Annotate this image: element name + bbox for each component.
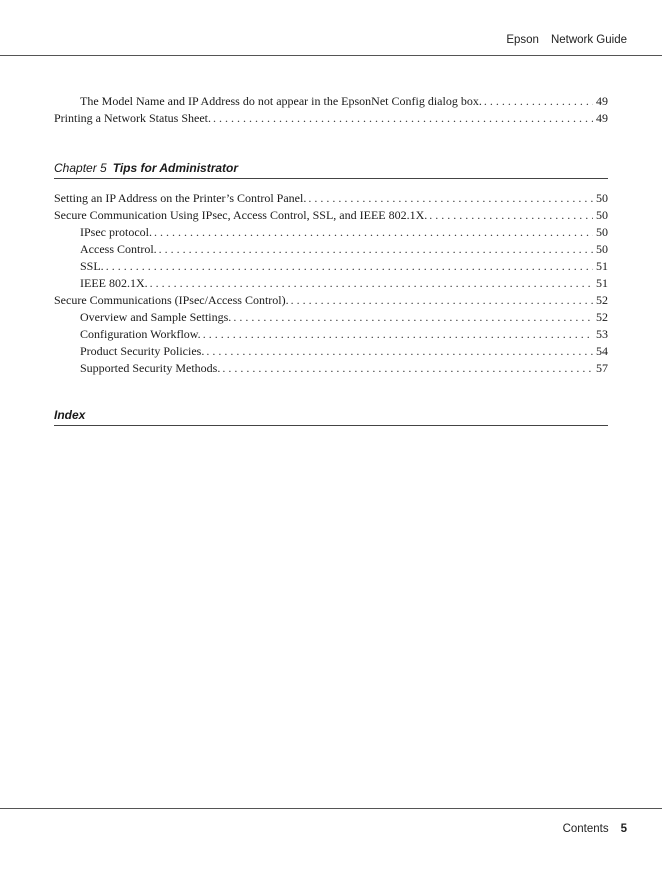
toc-leader-dots	[157, 241, 593, 258]
page-header	[0, 0, 662, 56]
toc-entry[interactable]	[54, 360, 608, 377]
toc-top-section	[54, 93, 608, 127]
toc-entry-title: SSL.	[80, 259, 104, 273]
toc-entry-title: Product Security Policies.	[80, 344, 205, 358]
toc-leader-dots	[231, 309, 593, 326]
toc-entry[interactable]	[54, 241, 608, 258]
toc-entry-title: Secure Communications (IPsec/Access Control).	[54, 293, 289, 307]
index-title: Index	[54, 408, 86, 422]
footer-section: Contents	[562, 823, 609, 835]
index-heading[interactable]	[54, 408, 608, 426]
chapter-number: Chapter 5	[54, 161, 107, 175]
page-footer	[0, 808, 662, 835]
toc-entry-title: Access Control.	[80, 242, 157, 256]
toc-entry[interactable]	[54, 292, 608, 309]
toc-entry-page: 50	[596, 225, 608, 239]
toc-entry-page: 49	[596, 94, 608, 108]
toc-leader-dots	[289, 292, 593, 309]
toc-leader-dots	[306, 190, 593, 207]
toc-entry-page: 49	[596, 111, 608, 125]
toc-entry[interactable]	[54, 275, 608, 292]
chapter-title: Tips for Administrator	[112, 161, 239, 175]
toc-entry[interactable]	[54, 309, 608, 326]
toc-entry-title: Setting an IP Address on the Printer’s Control Panel.	[54, 191, 307, 205]
toc-entry-page: 50	[596, 191, 608, 205]
toc-entry-title: Overview and Sample Settings.	[80, 310, 232, 324]
chapter-5-heading[interactable]	[54, 161, 608, 179]
toc-entry-page: 50	[596, 208, 608, 222]
toc-entry-page: 51	[596, 276, 608, 290]
header-text	[506, 34, 627, 46]
toc-leader-dots	[152, 224, 593, 241]
toc-entry[interactable]	[54, 224, 608, 241]
toc-entry[interactable]	[54, 326, 608, 343]
toc-leader-dots	[211, 110, 593, 127]
toc-entry[interactable]	[54, 190, 608, 207]
toc-entry-page: 54	[596, 344, 608, 358]
toc-entry-title: IPsec protocol.	[80, 225, 152, 239]
toc-entry[interactable]	[54, 343, 608, 360]
toc-entry[interactable]	[54, 258, 608, 275]
toc-entry-page: 57	[596, 361, 608, 375]
toc-entry-title: Secure Communication Using IPsec, Access Control, SSL, and IEEE 802.1X.	[54, 208, 428, 222]
toc-entry-title: Supported Security Methods.	[80, 361, 221, 375]
toc-leader-dots	[148, 275, 593, 292]
footer-page-number: 5	[620, 823, 627, 835]
toc-chapter-5-section	[54, 190, 608, 377]
toc-entry-title: The Model Name and IP Address do not appear in the EpsonNet Config dialog box.	[80, 94, 482, 108]
footer-text	[563, 823, 627, 835]
toc-leader-dots	[104, 258, 593, 275]
header-brand: Epson	[506, 34, 539, 46]
toc-entry-title: Configuration Workflow.	[80, 327, 201, 341]
toc-entry-page: 50	[596, 242, 608, 256]
toc-leader-dots	[220, 360, 593, 377]
toc-entry[interactable]	[54, 110, 608, 127]
toc-entry-page: 52	[596, 293, 608, 307]
toc-leader-dots	[427, 207, 593, 224]
toc-entry[interactable]	[54, 207, 608, 224]
toc-leader-dots	[204, 343, 593, 360]
toc-entry-page: 52	[596, 310, 608, 324]
toc-entry-page: 53	[596, 327, 608, 341]
toc-leader-dots	[482, 93, 593, 110]
toc-entry-title: IEEE 802.1X.	[80, 276, 148, 290]
toc-entry[interactable]	[54, 93, 608, 110]
header-doc-title: Network Guide	[550, 34, 627, 46]
toc-leader-dots	[201, 326, 593, 343]
toc-entry-title: Printing a Network Status Sheet.	[54, 111, 211, 125]
toc-entry-page: 51	[596, 259, 608, 273]
